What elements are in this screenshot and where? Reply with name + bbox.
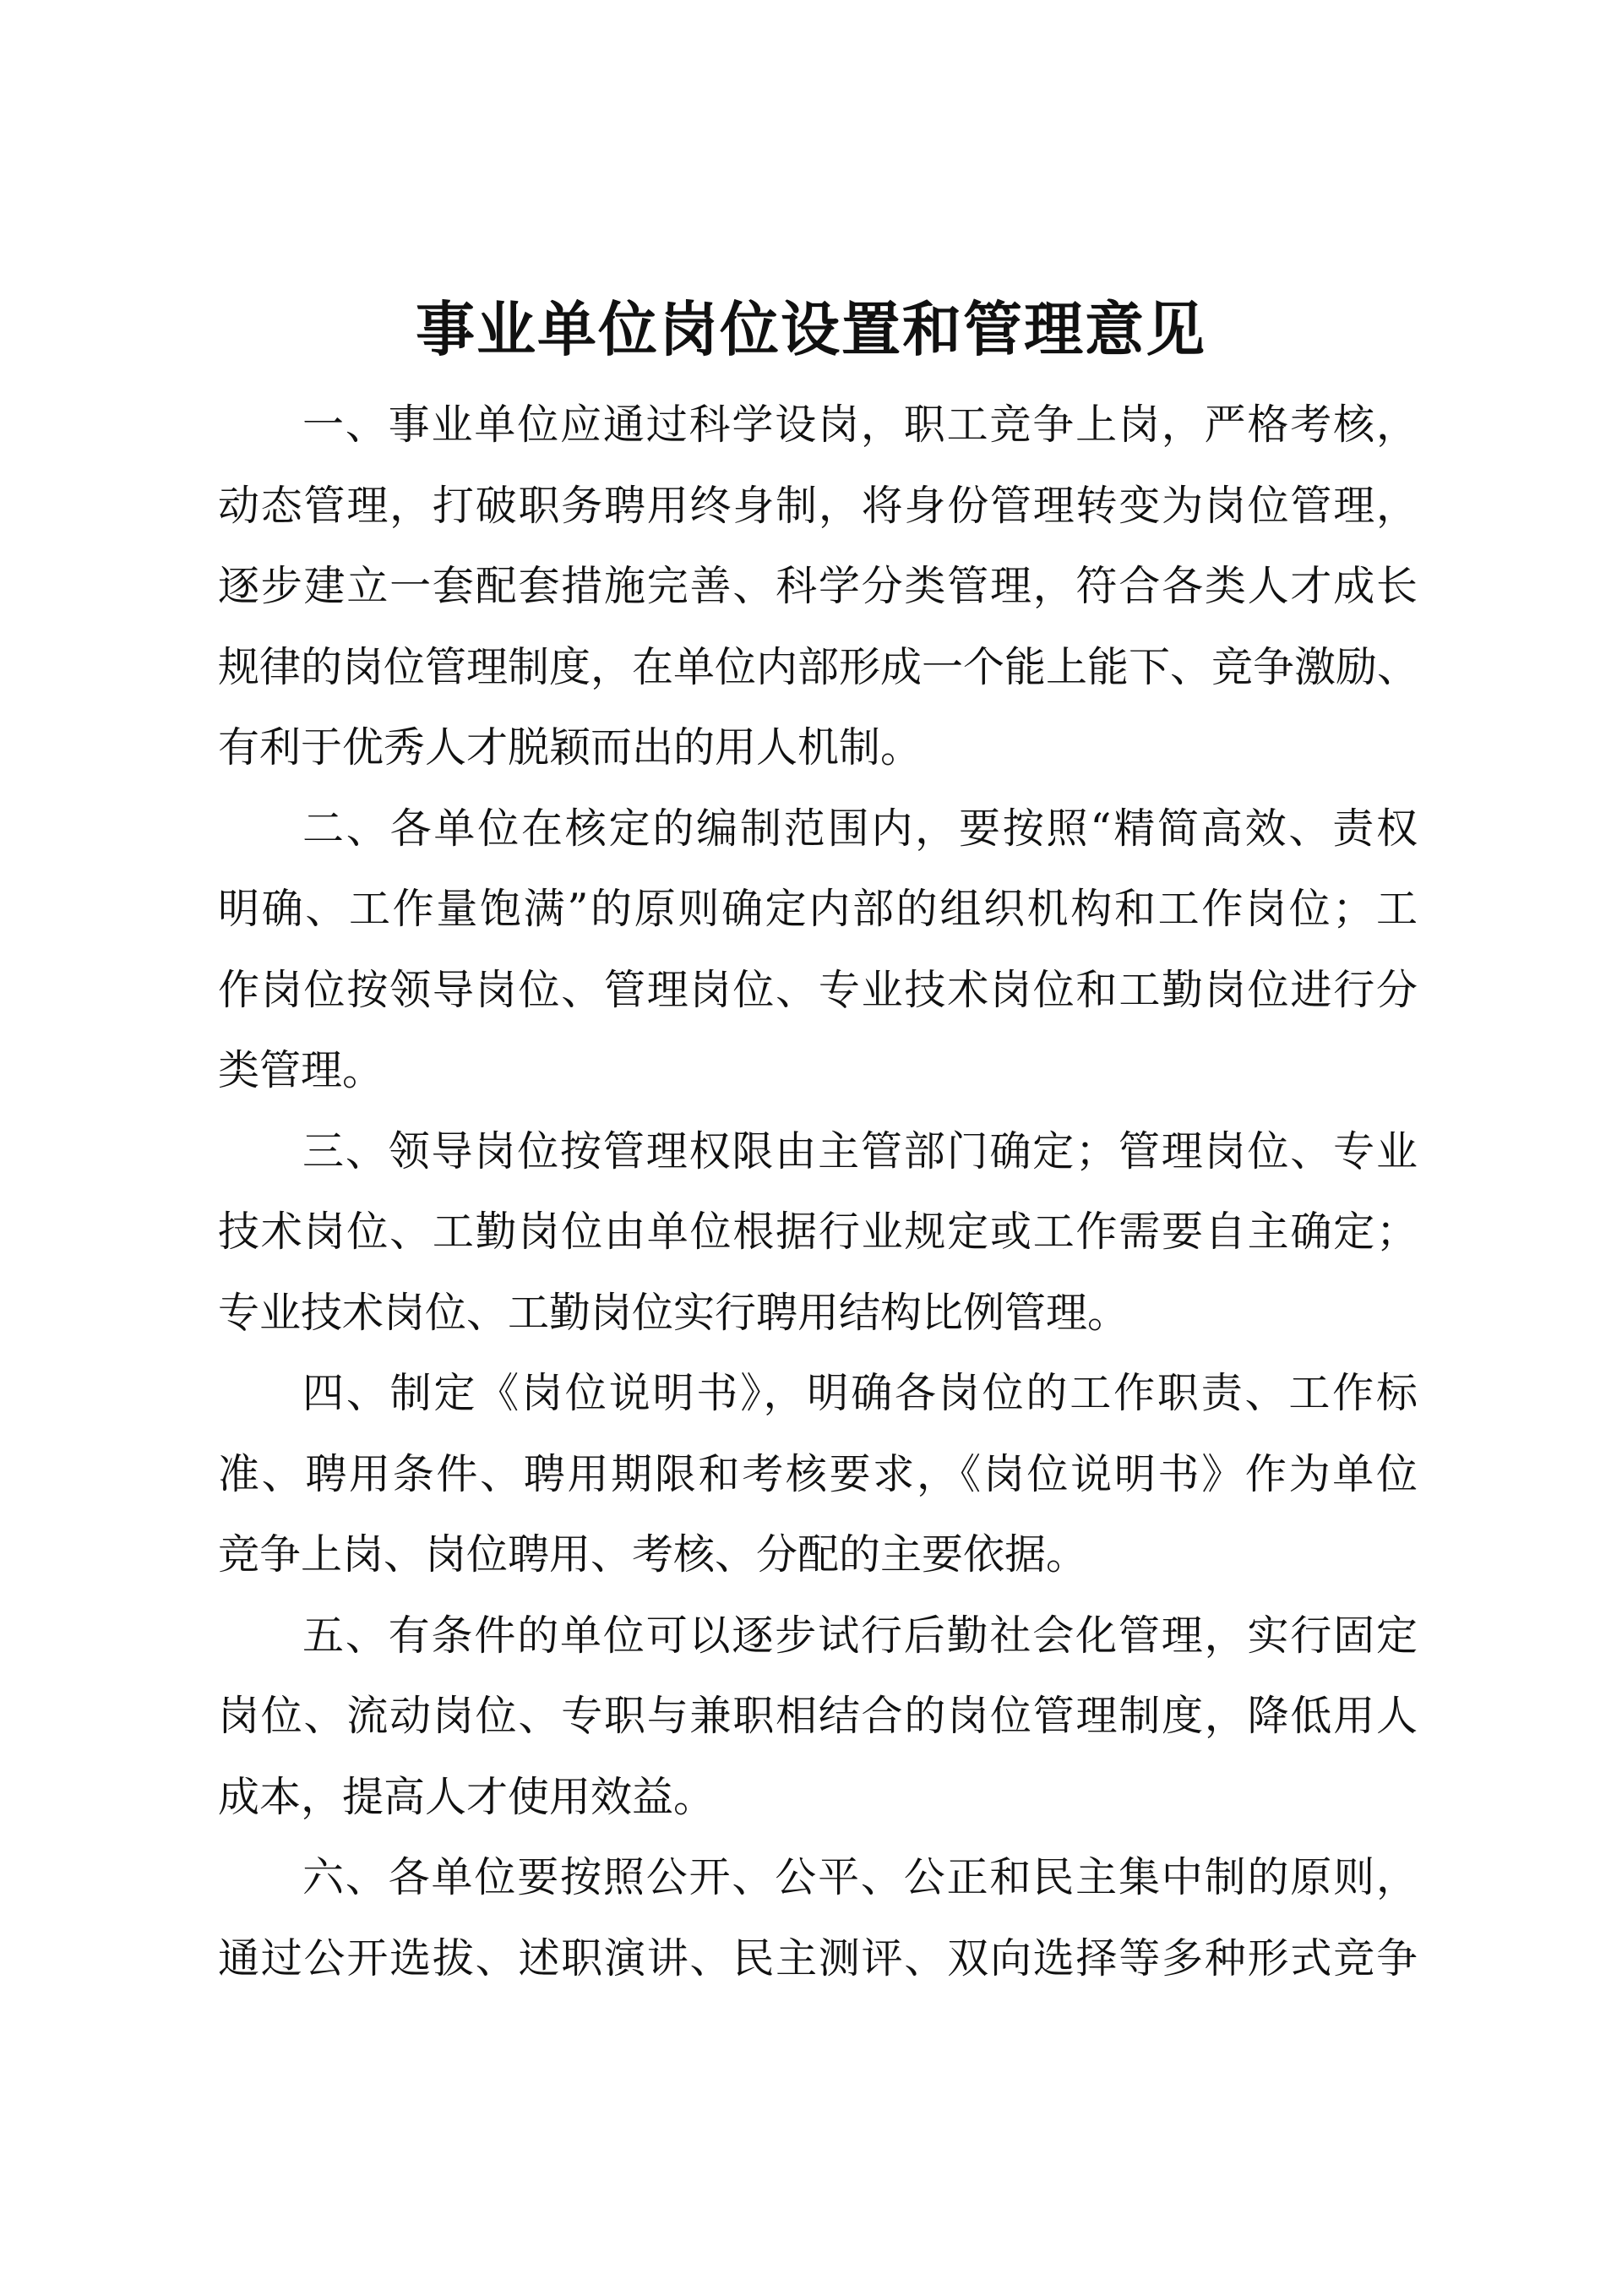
paragraph-line: 逐步建立一套配套措施完善、科学分类管理，符合各类人才成长	[218, 562, 1418, 610]
paragraph-line: 通过公开选拔、述职演讲、民主测评、双向选择等多种形式竞争	[218, 1933, 1418, 1982]
paragraph-line: 五、有条件的单位可以逐步试行后勤社会化管理，实行固定	[302, 1611, 1418, 1660]
paragraph-line: 竞争上岗、岗位聘用、考核、分配的主要依据。	[218, 1530, 1088, 1579]
paragraph-line: 技术岗位、工勤岗位由单位根据行业规定或工作需要自主确定；	[218, 1208, 1418, 1256]
paragraph-line: 准、聘用条件、聘用期限和考核要求，《岗位说明书》作为单位	[218, 1449, 1418, 1498]
paragraph-5	[218, 1595, 1418, 1838]
paragraph-line: 明确、工作量饱满”的原则确定内部的组织机构和工作岗位；工	[218, 885, 1418, 933]
paragraph-line: 规律的岗位管理制度，在单位内部形成一个能上能下、竞争激励、	[218, 642, 1419, 691]
paragraph-line: 动态管理，打破职务聘用终身制，将身份管理转变为岗位管理，	[218, 481, 1418, 530]
paragraph-3	[218, 1111, 1418, 1354]
paragraph-line: 岗位、流动岗位、专职与兼职相结合的岗位管理制度，降低用人	[218, 1692, 1418, 1740]
paragraph-4	[218, 1353, 1418, 1595]
paragraph-line: 三、领导岗位按管理权限由主管部门确定；管理岗位、专业	[302, 1126, 1418, 1175]
paragraph-1	[218, 384, 1418, 788]
paragraph-line: 一、事业单位应通过科学设岗，职工竞争上岗，严格考核，	[302, 401, 1418, 449]
document-title: 事业单位岗位设置和管理意见	[416, 294, 1206, 364]
paragraph-2	[218, 788, 1418, 1111]
paragraph-6	[218, 1837, 1418, 1999]
paragraph-line: 作岗位按领导岗位、管理岗位、专业技术岗位和工勤岗位进行分	[218, 965, 1418, 1014]
paragraph-line: 成本，提高人才使用效益。	[218, 1772, 716, 1821]
paragraph-line: 四、制定《岗位说明书》，明确各岗位的工作职责、工作标	[302, 1369, 1418, 1417]
document-body	[218, 384, 1418, 1999]
paragraph-line: 类管理。	[218, 1046, 384, 1094]
paragraph-line: 六、各单位要按照公开、公平、公正和民主集中制的原则，	[302, 1853, 1418, 1901]
paragraph-line: 二、各单位在核定的编制范围内，要按照“精简高效、责权	[302, 804, 1418, 853]
paragraph-line: 专业技术岗位、工勤岗位实行聘用结构比例管理。	[218, 1288, 1129, 1337]
paragraph-line: 有利于优秀人才脱颖而出的用人机制。	[218, 723, 923, 772]
